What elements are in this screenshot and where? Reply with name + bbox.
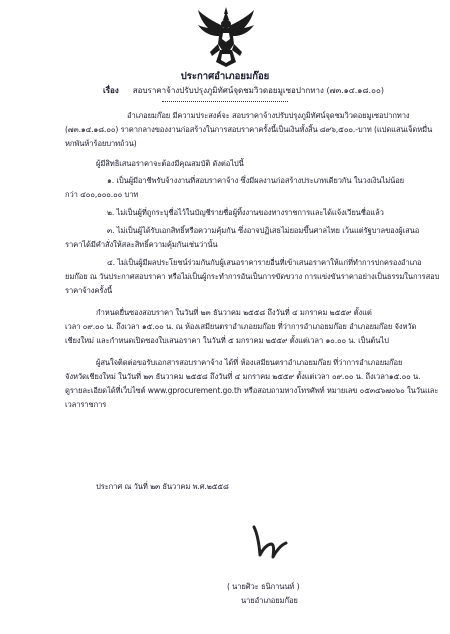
separator-dotted-rule [162,101,288,102]
qualification-1: ๑. เป็นผู้มีอาชีพรับจ้างงานที่สอบราคาจ้าง ซึ่งมีผลงานก่อสร้างประเภทเดียวกัน ในวงเงินไม่น้อย [107,176,405,185]
submission-line-2: เวลา ๐๙.๐๐ น. ถึงเวลา ๑๕.๐๐ น. ณ ห้องเสมียนตราอำเภอยมก๊อย ที่ว่าการอำเภอยมก๊อย อำเภอยมก๊อย จังหวัด [65,322,417,331]
subject-text: สอบราคาจ้างปรับปรุงภูมิทัศน์จุดชมวิวดอยมูเซอปากทาง (๗๓.๑๔.๑๘.๐๐) [132,86,384,95]
inquiry-line-3: ดูรายละเอียดได้ที่เว็บไซต์ www.gprocurement.go.th หรือสอบถามทางโทรศัพท์ หมายเลข ๐๕๓๔๖๗๐๖๐ ในวันและ [65,386,439,395]
subject-line [103,84,384,97]
handwritten-signature-icon [248,521,290,563]
qualification-4: ๔. ไม่เป็นผู้มีผลประโยชน์ร่วมกันกับผู้เสนอราคารายอื่นที่เข้าเสนอราคาให้แก่ที่ทำการปกครองอำเภอ [107,258,422,267]
submission-line-3: เชียงใหม่ และกำหนดเปิดซองใบเสนอราคา ในวันที่ ๕ มกราคม ๒๕๕๙ ตั้งแต่เวลา ๑๐.๐๐ น. เป็นต้นไป [65,336,389,345]
qualification-3: ๓. ไม่เป็นผู้ได้รับเอกสิทธิ์หรือความคุ้มกัน ซึ่งอาจปฏิเสธไม่ยอมขึ้นศาลไทย เว้นแต่รัฐบาลของผู้เสนอ [107,226,420,235]
qualifications-heading: ผู้มีสิทธิเสนอราคาจะต้องมีคุณสมบัติ ดังต่อไปนี้ [96,159,244,168]
qualification-4-cont: ยมก๊อย ณ วันประกาศสอบราคา หรือไม่เป็นผู้กระทำการอันเป็นการขัดขวาง การแข่งขันราคาอย่างเป็นธรรมในการสอบ [65,272,440,281]
page-title: ประกาศอำเภอยมก๊อย [180,71,270,82]
inquiry-line-1: ผู้สนใจติดต่อขอรับเอกสารสอบราคาจ้าง ได้ที่ ห้องเสมียนตราอำเภอยมก๊อย ที่ว่าการอำเภอยมก๊อย [96,358,403,367]
subject-label: เรื่อง [103,86,119,95]
announced-date: ประกาศ ณ วันที่ ๒๓ ธันวาคม พ.ศ.๒๕๕๘ [96,482,229,491]
qualification-3-cont: ราคาได้มีคำสั่งให้สละสิทธิ์ความคุ้มกันเช่นว่านั้น [65,240,218,249]
garuda-emblem-icon [196,6,256,68]
signatory-name: ( นายศิวะ ธนิกานนท์ ) [227,582,300,591]
qualification-1-cont: กว่า ๔๐๐,๐๐๐.๐๐ บาท [65,190,139,199]
qualification-4-cont-2: ราคาจ้างครั้งนี้ [65,286,113,295]
submission-line-1: กำหนดยื่นซองสอบราคา ในวันที่ ๒๓ ธันวาคม ๒๕๕๘ ถึงวันที่ ๔ มกราคม ๒๕๕๙ ตั้งแต่ [96,308,372,317]
signatory-position: นายอำเภอยมก๊อย [241,596,298,605]
intro-line-3: หกพันห้าร้อยบาทถ้วน) [65,139,137,148]
inquiry-line-4: เวลาราชการ [65,400,107,409]
intro-line-2: (๗๓.๑๔.๑๘.๐๐) ราคากลางของงานก่อสร้างในการสอบราคาครั้งนี้เป็นเงินทั้งสิ้น ๘๙๖,๕๐๐.-บาท (แปดแสนเจ็ดหมื่น [65,125,433,134]
inquiry-line-2: จังหวัดเชียงใหม่ ในวันที่ ๒๓ ธันวาคม ๒๕๕๘ ถึงวันที่ ๔ มกราคม ๒๕๕๙ ตั้งแต่เวลา ๐๙.๐๐ น. ถึงเวลา๑๕.๐๐ น. [65,372,421,381]
intro-line-1: อำเภอยมก๊อย มีความประสงค์จะ สอบราคาจ้างปรับปรุงภูมิทัศน์จุดชมวิวดอยมูเซอปากทาง [127,111,410,120]
qualification-2: ๒. ไม่เป็นผู้ที่ถูกระบุชื่อไว้ในบัญชีรายชื่อผู้ทิ้งงานของทางราชการและได้แจ้งเวียนชื่อแล้ว [107,208,384,217]
